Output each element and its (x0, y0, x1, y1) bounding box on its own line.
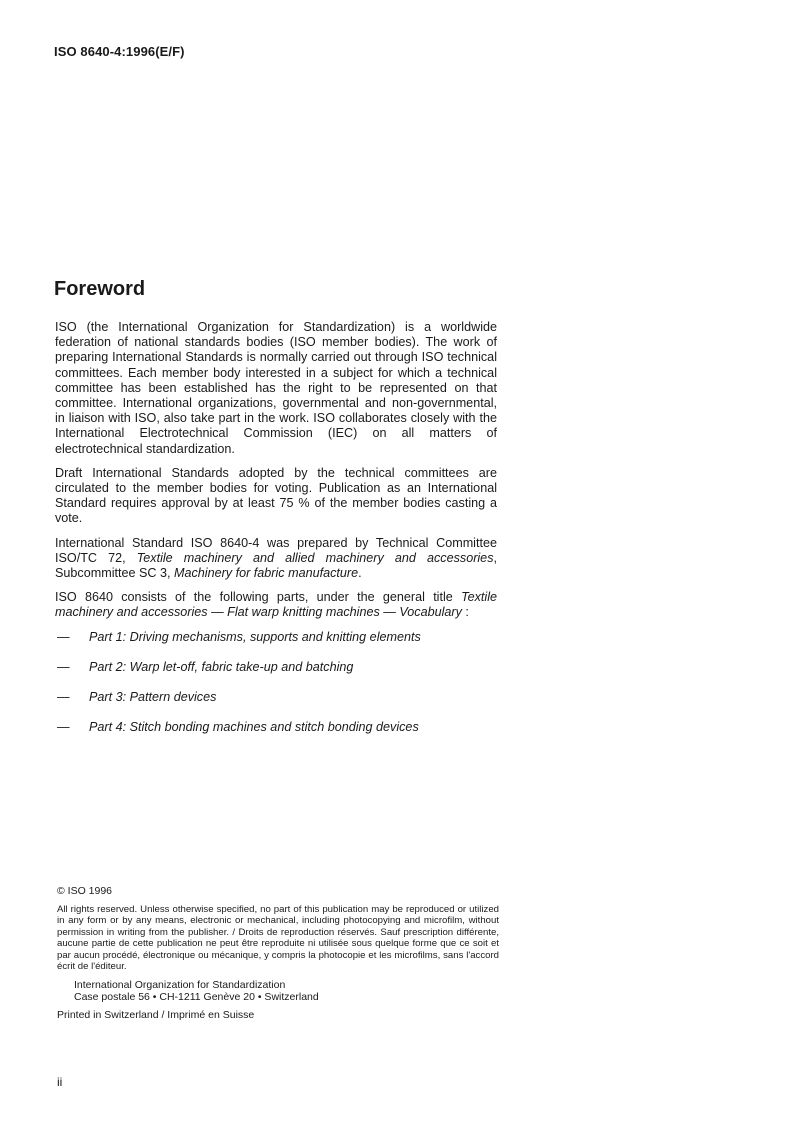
part-label: Part 3: Pattern devices (89, 689, 217, 704)
part-label: Part 1: Driving mechanisms, supports and knitting elements (89, 629, 421, 644)
list-item-part-2 (55, 660, 497, 690)
publisher-address (57, 979, 499, 1004)
paragraph-draft-standards: Draft International Standards adopted by the technical committees are circulated to the member bodies for voting. Publication as an International Standard requires approval by at least 75 % of the member bodies casting a vote. (55, 465, 497, 526)
prepared-lead: International Standard ISO 8640-4 was prepared by Technical Committee ISO/TC 72, (55, 535, 497, 565)
list-dash: — (57, 719, 70, 734)
printed-in: Printed in Switzerland / Imprimé en Suisse (57, 1008, 255, 1021)
prepared-middle: , Subcommittee SC 3, (55, 550, 497, 581)
part-label: Part 4: Stitch bonding machines and stitch bonding devices (89, 719, 419, 734)
paragraph-prepared-by (55, 536, 497, 582)
part-label: Part 2: Warp let-off, fabric take-up and batching (89, 659, 354, 674)
subcommittee-name: Machinery for fabric manufacture (174, 566, 359, 581)
list-dash: — (57, 689, 70, 704)
list-item-part-3 (55, 690, 497, 720)
parts-intro-end: : (461, 605, 469, 620)
page-title: Foreword (54, 278, 146, 300)
paragraph-iso-intro: ISO (the International Organization for Standardization) is a worldwide federation of national standards bodies (ISO member bodies). The work of preparing International Standards is normally carried out through ISO technical committees. Each member body interested in a subject for which a technical committee has been established has the right to be represented on that committee. International organizations, governmental and non-governmental, in liaison with ISO, also take part in the work. ISO collaborates closely with the International Electrotechnical Commission (IEC) on all matters of electrotechnical standardization. (55, 320, 497, 456)
copyright-notice: © ISO 1996 (57, 885, 113, 897)
list-item-part-4 (55, 720, 497, 750)
prepared-end: . (358, 566, 362, 581)
general-title: Textile machinery and accessories — Flat warp knitting machines — Vocabulary (55, 590, 497, 620)
list-dash: — (57, 629, 70, 644)
document-identifier: ISO 8640-4:1996(E/F) (54, 44, 185, 59)
technical-committee-name: Textile machinery and allied machinery and accessories (136, 550, 494, 565)
copyright-footer (57, 886, 499, 1021)
publisher-name: International Organization for Standardization (74, 978, 286, 991)
parts-intro-lead: ISO 8640 consists of the following parts, under the general title (55, 590, 462, 605)
publisher-postal-address: Case postale 56 • CH-1211 Genève 20 • Switzerland (74, 991, 319, 1003)
page-number: ii (57, 1075, 63, 1089)
list-dash: — (57, 659, 70, 674)
paragraph-parts-intro (55, 590, 497, 620)
list-item-part-1 (55, 630, 497, 660)
foreword-body (55, 320, 497, 750)
rights-statement: All rights reserved. Unless otherwise specified, no part of this publication may be reproduced or utilized in any form or by any means, electronic or mechanical, including photocopying and microfilm, without permission in writing from the publisher. / Droits de reproduction réservés. Sauf prescription différente, aucune partie de cette publication ne peut être reproduite ni utilisée sous quelque forme que ce soit et par aucun procédé, électronique ou mécanique, y compris la photocopie et les microfilms, sans l'accord écrit de l'éditeur. (57, 903, 499, 972)
parts-list (55, 630, 497, 750)
